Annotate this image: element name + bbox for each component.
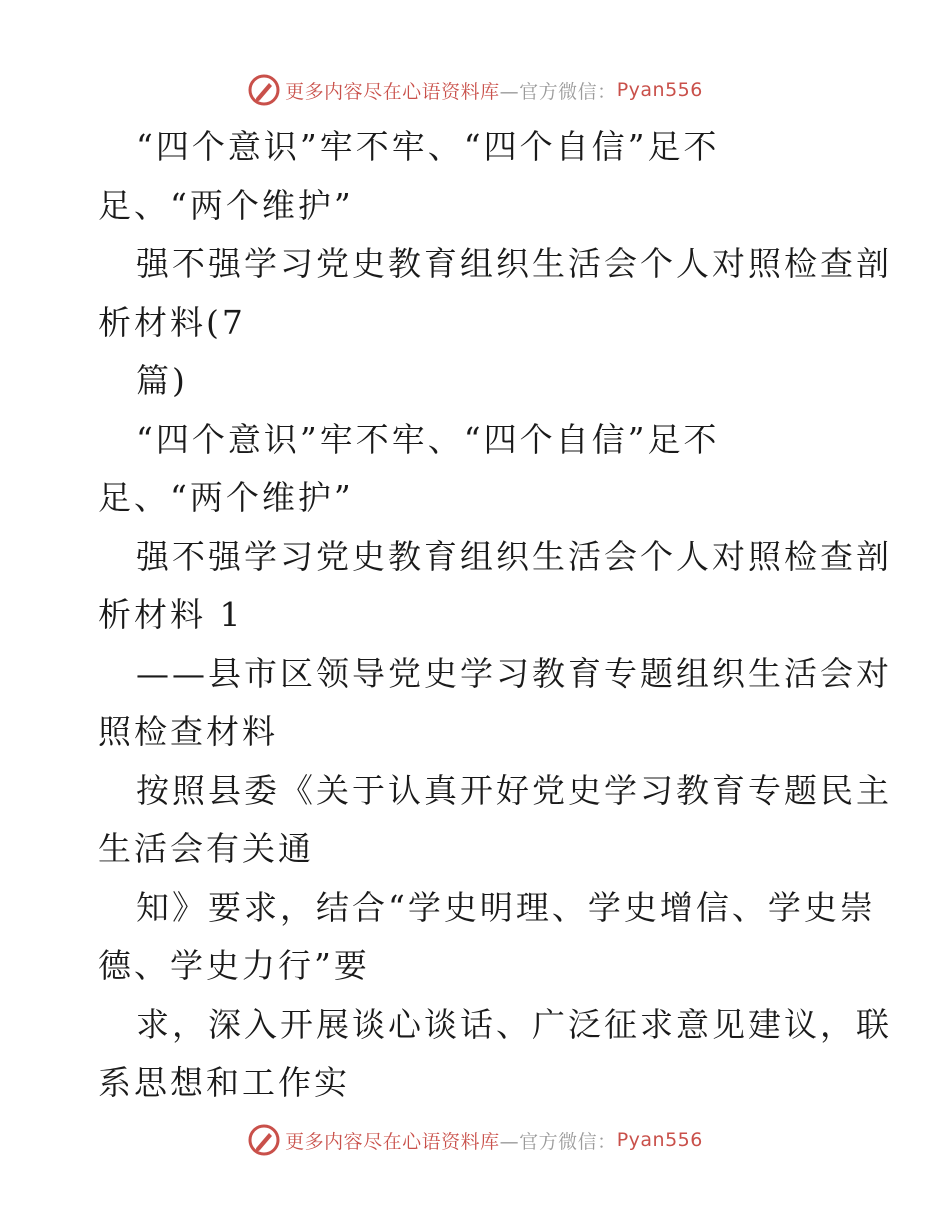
watermark-handle: Pyan556 (616, 79, 703, 101)
header-watermark (0, 70, 950, 110)
text-line: 足、“两个维护” (98, 478, 354, 517)
watermark-handle: Pyan556 (616, 1129, 703, 1151)
pen-logo-icon (247, 73, 281, 107)
text-line: 知》要求，结合“学史明理、学史增信、学史崇 (136, 887, 876, 927)
text-line: 析材料(7 (98, 302, 246, 342)
text-line: 强不强学习党史教育组织生活会个人对照检查剖 (136, 536, 892, 576)
text-line: 系思想和工作实 (98, 1063, 350, 1102)
text-line: ——县市区领导党史学习教育专题组织生活会对 (136, 653, 892, 693)
text-line: “四个意识”牢不牢、“四个自信”足不 (136, 419, 720, 459)
document-body (98, 118, 892, 1113)
text-line: 强不强学习党史教育组织生活会个人对照检查剖 (136, 244, 892, 283)
footer-watermark (0, 1120, 950, 1160)
text-line: 照检查材料 (98, 712, 278, 751)
pen-logo-icon (247, 1123, 281, 1157)
text-line: 篇) (136, 361, 188, 400)
watermark-separator: —官方微信： (499, 1130, 617, 1153)
watermark-main-text: 更多内容尽在心语资料库 (285, 80, 500, 103)
text-line: 求，深入开展谈心谈话、广泛征求意见建议，联 (136, 1004, 892, 1044)
text-line: “四个意识”牢不牢、“四个自信”足不 (136, 127, 720, 166)
text-line: 生活会有关通 (98, 829, 314, 868)
watermark-main-text: 更多内容尽在心语资料库 (285, 1130, 500, 1153)
text-line: 按照县委《关于认真开好党史学习教育专题民主 (136, 770, 892, 810)
text-line: 德、学史力行”要 (98, 946, 370, 985)
text-line: 足、“两个维护” (98, 185, 354, 225)
watermark-separator: —官方微信： (499, 80, 617, 103)
text-line: 析材料 1 (98, 595, 244, 634)
